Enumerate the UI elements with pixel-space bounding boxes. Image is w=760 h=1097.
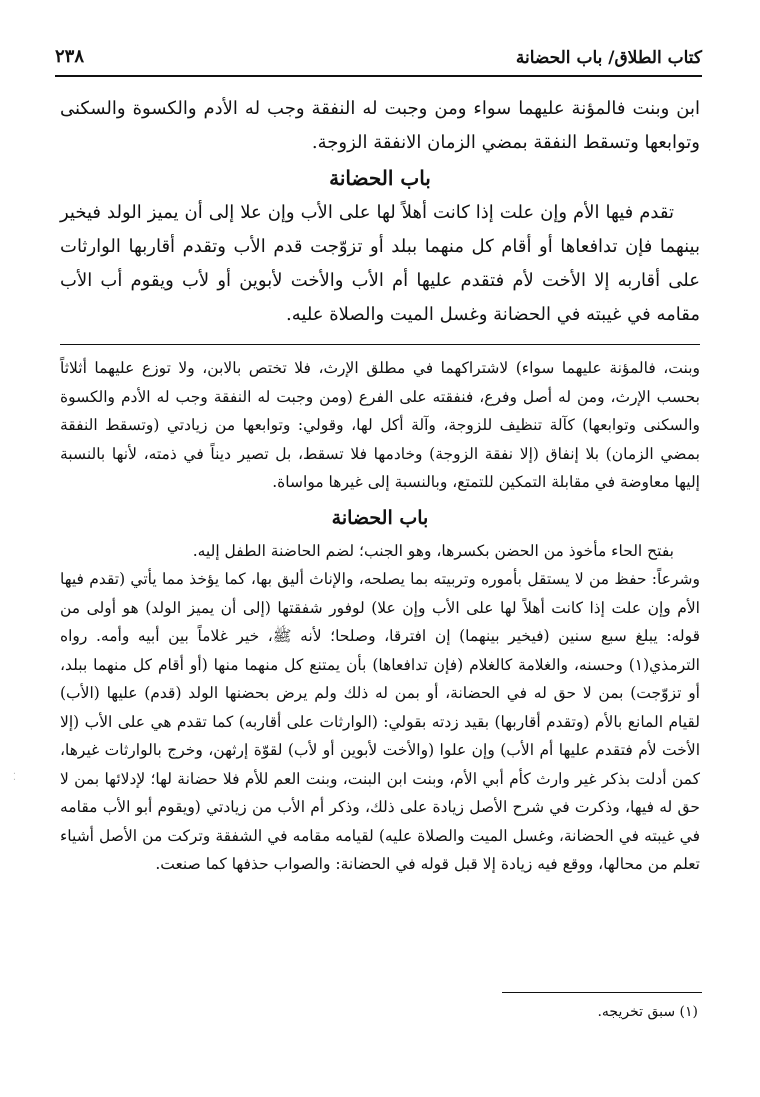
footnote: (١) سبق تخريجه. <box>597 1004 698 1020</box>
matn-paragraph-2: تقدم فيها الأم وإن علت إذا كانت أهلاً لها على الأب وإن علا إلى أن يميز الولد فيخير بينهما فإن تدافعاها أو أقام كل منهما ببلد أو تزوّجت قدم الأب وتقدم أقاربها الوارثات على أقاربه إلا الأخت لأم فتقدم عليها أم الأب والأخت لأبوين أو لأب ويقوم أب الأب مقامه في غيبته في الحضانة وغسل الميت والصلاة عليه. <box>60 202 700 325</box>
scan-speck: ⁚ <box>12 772 16 783</box>
sharh-chapter-heading: باب الحضانة <box>331 506 429 529</box>
header-rule <box>55 75 702 77</box>
commentary-separator <box>60 344 700 345</box>
footnote-rule <box>502 992 702 993</box>
matn-paragraph-1: ابن وبنت فالمؤنة عليهما سواء ومن وجبت له النفقة وجب له الأدم والكسوة والسكنى وتوابعها وتسقط النفقة بمضي الزمان الانفقة الزوجة. <box>60 98 700 153</box>
sharh-paragraph-2: بفتح الحاء مأخوذ من الحضن بكسرها، وهو الجنب؛ لضم الحاضنة الطفل إليه. <box>192 541 674 560</box>
commentary-text <box>60 354 700 879</box>
page-number: ٢٣٨ <box>55 46 85 67</box>
running-header <box>55 44 702 78</box>
header-title: كتاب الطلاق/ باب الحضانة <box>515 48 702 68</box>
sharh-paragraph-1: وبنت، فالمؤنة عليهما سواء) لاشتراكهما في مطلق الإرث، فلا تختص بالابن، ولا توزع عليهما أثلاثاً بحسب الإرث، ومن له أصل وفرع، فنفقته على الفرع (ومن وجبت له النفقة وجب له الأدم والكسوة والسكنى وتوابعها) كآلة تنظيف للزوجة، وآلة أكل لها، وقولي: وتوابعها من زيادتي (وتسقط النفقة بمضي الزمان) بلا إنفاق (إلا نفقة الزوجة) وخادمها فلا تسقط، بل تصير ديناً في ذمته، لأنها بالنسبة إليها معاوضة في مقابلة التمكين للتمتع، وبالنسبة إلى غيرها مواساة. <box>60 359 700 491</box>
sharh-paragraph-3: وشرعاً: حفظ من لا يستقل بأموره وتربيته بما يصلحه، والإناث أليق بها، كما يؤخذ مما يأتي (تقدم فيها الأم وإن علت إذا كانت أهلاً لها على الأب وإن علا) لوفور شفقتها (إلى أن يميز الولد) هو أولى من قوله: يبلغ سبع سنين (فيخير بينهما) إن افترقا، وصلحا؛ لأنه ﷺ، خير غلاماً بين أبيه وأمه. رواه الترمذي(١) وحسنه، والغلامة كالغلام (فإن تدافعاها) بأن يمتنع كل منهما منها (أو أقام كل منهما ببلد، أو تزوّجت) بمن لا حق له في الحضانة، أو بمن له ذلك ولم يرض بحضنها الولد (قدم) عليها (الأب) لقيام المانع بالأم (وتقدم أقاربها) بقيد زدته بقولي: (الوارثات على أقاربه) كما تقدم هي على الأب (إلا الأخت لأم فتقدم عليها أم الأب) وإن علوا (والأخت لأبوين أو لأب) لقوّة إرثهن، وخرج بالوارثات غيرها، كمن أدلت بذكر غير وارث كأم أبي الأم، وبنت ابن البنت، وبنت العم للأم فلا حضانة لها؛ لإدلائها بمن لا حق له فيها، وذكرت في شرح الأصل زيادة على ذلك، وذكر أم الأب من زيادتي (ويقوم أبو الأب مقامه في غيبته في الحضانة، وغسل الميت والصلاة عليه) لقيامه مقامه في الشفقة وتركت من الأصل أشياء تعلم من محالها، ووقع فيه زيادة إلا قبل قوله في الحضانة: والصواب حذفها كما صنعت. <box>60 570 700 873</box>
main-text <box>60 92 700 332</box>
matn-chapter-heading: باب الحضانة <box>329 166 431 190</box>
